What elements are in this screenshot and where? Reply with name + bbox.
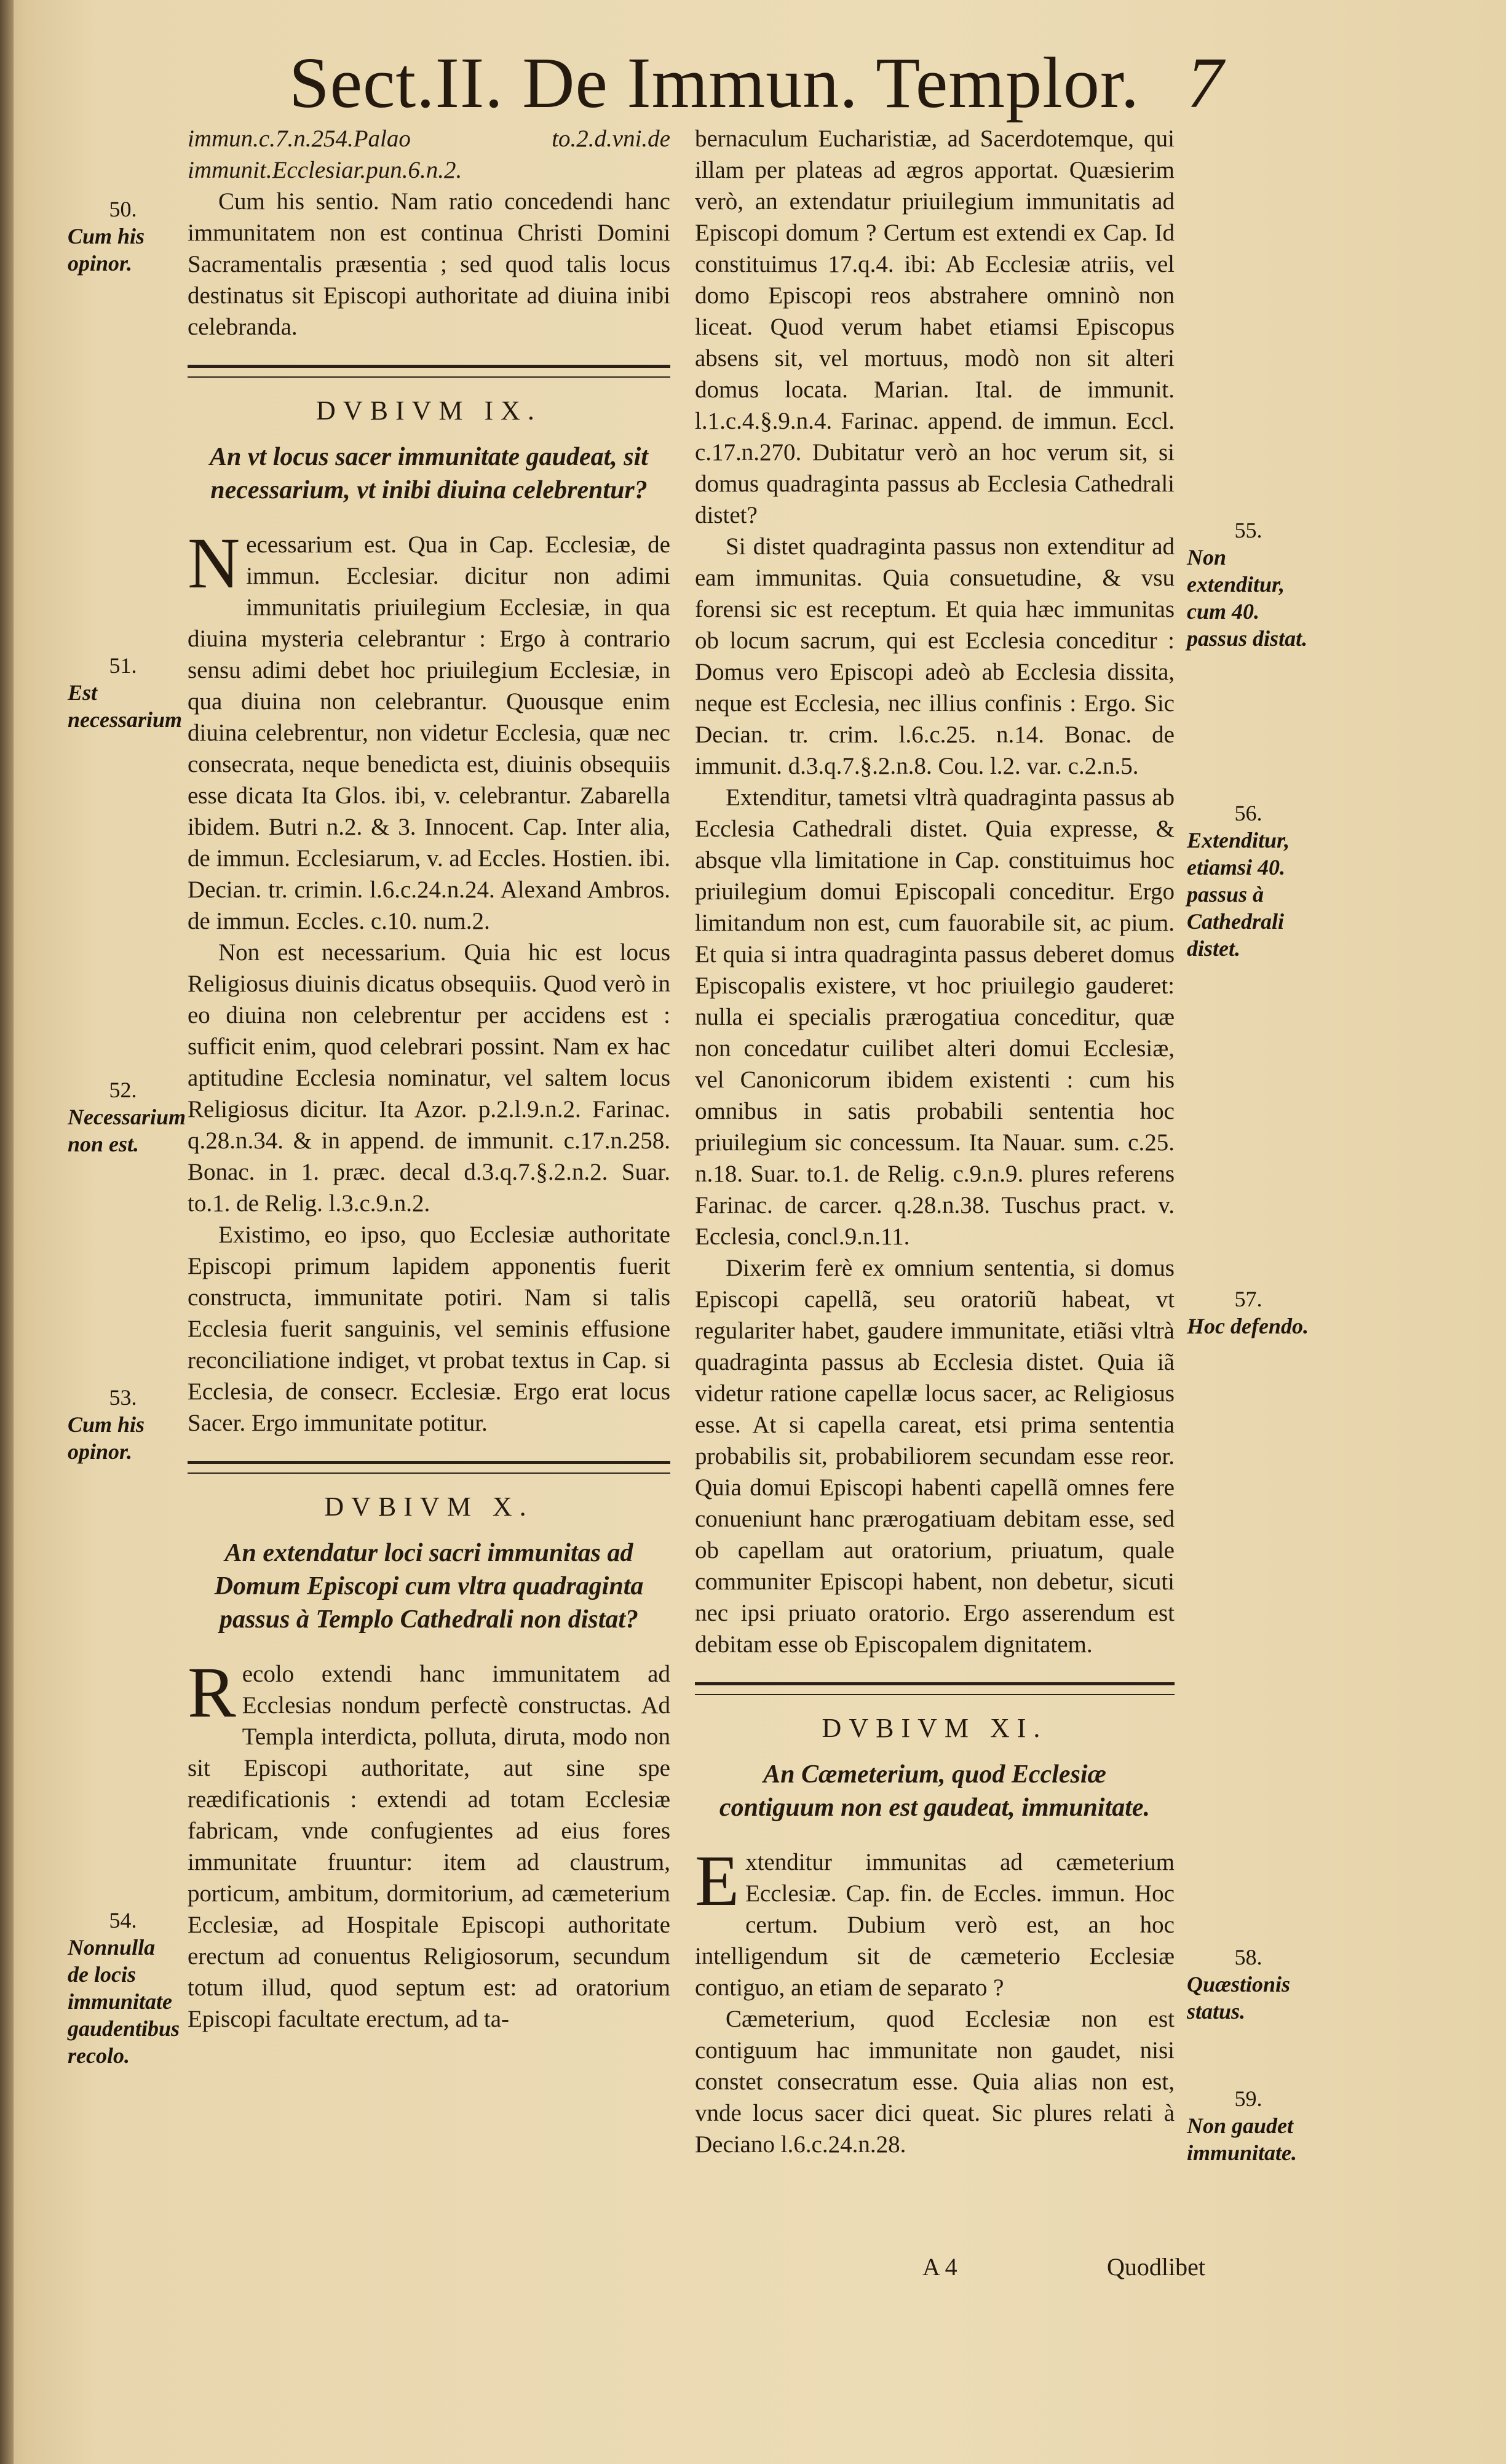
dubium-ix-heading: DVBIVM IX. (316, 395, 542, 426)
dubium-xi-heading: DVBIVM XI. (822, 1713, 1048, 1743)
paragraph-54: Recolo extendi hanc immunitatem ad Ecclesias nondum perfectè constructas. Ad Templa interdicta, polluta, diruta, modo non sit Episcopi authoritate, aut sine spe reædificationis : extendi ad totam Ecclesiæ fabricam, vnde confugientes ad eius fores immunitate fruuntur: item ad claustrum, porticum, ambitum, dormitorium, ad cæmeterium Ecclesiæ, ad Hospitale Episcopi authoritate erectum ad conuentus Religiosorum, secundum totum illud, quod septum est: ad oratorium Episcopi facultate erectum, ad ta- (188, 1652, 670, 2032)
margin-note-56: 56. Extenditur, etiamsi 40. passus à Cathedrali distet. (1187, 801, 1290, 961)
section-divider (695, 1682, 1175, 1695)
paragraph-51: Necessarium est. Qua in Cap. Ecclesiæ, de immun. Ecclesiar. dicitur non adimi immunitatis priuilegium Ecclesiæ, in qua diuina mysteria celebrantur : Ergo à contrario sensu adimi debet hoc priuilegium Ecclesiæ, in qua diuina non celebrantur. Quousque enim diuina celebrentur, non videtur Ecclesia, quæ nec consecrata, neque benedicta est, diuinis obsequiis esse dicata Ita Glos. ibi, v. celebrantur. Zabarella ibidem. Butri n.2. & 3. Innocent. Cap. Inter alia, de immun. Ecclesiarum, v. ad Eccles. Hostien. ibi. Decian. tr. crimin. l.6.c.24.n.24. Alexand Ambros. de immun. Eccles. c.10. num.2. (188, 523, 670, 934)
dubium-xi-question: An Cæmeterium, quod Ecclesiæ contiguum non est gaudeat, immunitate. (719, 1760, 1151, 1822)
paragraph-57: Dixerim ferè ex omnium sententia, si domus Episcopi capellã, seu oratoriũ habeat, vt regulariter habet, gaudere immunitate, etiãsi vltrà quadraginta passus ab Ecclesia distet. Quia iã videtur ratione capellæ locus sacer, ac Religiosus esse. At si capella careat, etsi prima sententia probabilis sit, probabiliorem secundam esse reor. Quia domui Episcopi habenti capellã omnes fere conueniunt hanc prærogatiuam debitam esse, sed ob capellam aut oratorium, priuatum, quale communiter Episcopi habent, non debetur, sicuti nec ipsi priuato oratorio. Ergo asserendum est debitam esse ob Episcopalem dignitatem. (695, 1255, 1175, 1658)
book-spine (0, 0, 14, 2464)
margin-note-59: 59. Non gaudet immunitate. (1187, 2086, 1298, 2165)
paragraph-54-continued: bernaculum Eucharistiæ, ad Sacerdotemque, qui illam per plateas ad ægros apportat. Quæsierim verò, an extendatur priuilegium immunitatis ad Episcopi domum ? Certum est extendi ex Cap. Id constituimus 17.q.4. ibi: Ab Ecclesiæ atriis, vel domo Episcopi reos abstrahere omninò non liceat. Quod verum habet etiamsi Episcopus absens sit, vel mortuus, modò non sit alteri domus locata. Marian. Ital. de immunit. l.1.c.4.§.9.n.4. Farinac. append. de immun. Eccl. c.17.n.270. Dubitatur verò an hoc verum sit, si domus quadraginta passus ab Ecclesia Cathedrali distet? (695, 125, 1175, 528)
paragraph-55: Si distet quadraginta passus non extenditur ad eam immunitas. Quia consuetudine, & vsu forensi sic est receptum. Et quia hæc immunitas ob locum sacrum, qui est Ecclesia conceditur : Domus vero Episcopi adeò ab Ecclesia dissita, neque est Ecclesia, nec illius confinis : Ergo. Sic Decian. tr. crim. l.6.c.25. n.14. Bonac. de immunit. d.3.q.7.§.2.n.8. Cou. l.2. var. c.2.n.5. (695, 533, 1175, 779)
page-number: 7 (1187, 42, 1224, 123)
margin-note-54: 54. Nonnulla de locis immunitate gaudentibus recolo. (68, 1908, 180, 2068)
paragraph-56: Extenditur, tametsi vltrà quadraginta passus ab Ecclesia Cathedrali distet. Quia expresse, & absque vlla limitatione in Cap. constituimus hoc priuilegium domui Episcopali conceditur. Ergo limitandum non est, cum fauorabile sit, ac pium. Et quia si intra quadraginta passus deberet domus Episcopalis existere, vt hoc priuilegio gauderet: nulla ei specialis prærogatiua conceditur, quæ non concedatur cuilibet alteri domui Ecclesiæ, vel Canonicorum ibidem existenti : cum his omnibus in satis probabili sententia hoc priuilegium sic concessum. Ita Nauar. sum. c.25. n.18. Suar. to.1. de Relig. c.9.n.9. plures referens Farinac. de carcer. q.28.n.38. Tuschus pract. v. Ecclesia, concl.9.n.11. (695, 784, 1175, 1250)
header-title: Sect.II. De Immun. Templor. (289, 42, 1140, 123)
paragraph-52: Non est necessarium. Quia hic est locus Religiosus diuinis dicatus obsequiis. Quod verò in eo diuina non celebrentur per accidens est : sufficit enim, quod celebrari possint. Nam ex hac aptitudine Ecclesia nominatur, vel saltem locus Religiosus dicitur. Ita Azor. p.2.l.9.n.2. Farinac. q.28.n.34. & in append. de immunit. c.17.n.258. Bonac. in 1. præc. decal d.3.q.7.§.2.n.2. Suar. to.1. de Relig. l.3.c.9.n.2. (188, 939, 670, 1217)
catchword: Quodlibet (1107, 2253, 1205, 2281)
margin-note-55: 55. Non extenditur, cum 40. passus distat. (1187, 518, 1308, 651)
margin-note-57: 57. Hoc defendo. (1187, 1287, 1309, 1338)
left-column (188, 123, 670, 2035)
paragraph-50: Cum his sentio. Nam ratio concedendi hanc immunitatem non est continua Christi Domini Sacramentalis præsentia ; sed quod talis locus destinatus sit Episcopi authoritate ad diuina inibi celebranda. (188, 188, 670, 340)
margin-note-53: 53. Cum his opinor. (68, 1385, 145, 1464)
running-header (289, 37, 1224, 129)
paragraph-59: Cæmeterium, quod Ecclesiæ non est contiguum hac immunitate non gaudet, nisi constet consecratum esse. Quia alias non est, vnde locus sacer dici queat. Sic plures relati à Deciano l.6.c.24.n.28. (695, 2006, 1175, 2158)
right-column (695, 123, 1175, 2160)
paragraph-58: Extenditur immunitas ad cæmeterium Ecclesiæ. Cap. fin. de Eccles. immun. Hoc certum. Dubium verò est, an hoc intelligendum sit de cæmeterio Ecclesiæ contiguo, an etiam de separato ? (695, 1840, 1175, 2001)
dubium-x-question: An extendatur loci sacri immunitas ad Domum Episcopi cum vltra quadraginta passus à Templo Cathedrali non distat? (214, 1539, 644, 1634)
page-footer (922, 2249, 1205, 2286)
paragraph-53: Existimo, eo ipso, quo Ecclesiæ authoritate Episcopi primum lapidem apponentis fuerit constructa, immunitate potiri. Nam si talis Ecclesia fuerit sanguinis, vel seminis effusione reconciliatione indiget, vt probat textus in Cap. si Ecclesia, de consecr. Ecclesiæ. Ergo erat locus Sacer. Ergo immunitate potitur. (188, 1222, 670, 1436)
margin-note-58: 58. Quæstionis status. (1187, 1945, 1291, 2024)
margin-note-52: 52. Necessarium non est. (68, 1078, 186, 1156)
signature-mark: A 4 (922, 2253, 957, 2281)
margin-note-51: 51. Est necessarium (68, 653, 183, 732)
dubium-ix-question: An vt locus sacer immunitate gaudeat, sit necessarium, vt inibi diuina celebrentur? (210, 443, 648, 504)
paragraph-intro: immun.c.7.n.254.Palao to.2.d.vni.de immunit.Ecclesiar.pun.6.n.2. (188, 125, 670, 183)
section-divider (188, 1461, 670, 1474)
dubium-x-heading: DVBIVM X. (324, 1492, 534, 1522)
section-divider (188, 365, 670, 378)
margin-note-50: 50. Cum his opinor. (68, 197, 145, 276)
